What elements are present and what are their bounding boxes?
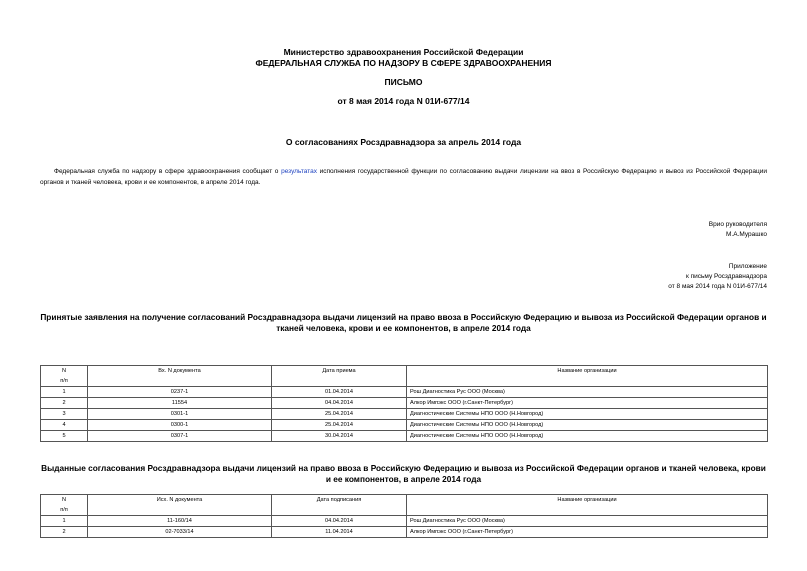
table-row <box>41 516 768 527</box>
cell-organization: Рош Диагностика Рус ООО (Москва) <box>407 387 768 398</box>
cell-doc-number: 0307-1 <box>88 431 272 442</box>
column-header-date: Дата приема <box>272 366 407 387</box>
table-header-row <box>41 366 768 387</box>
service-name: ФЕДЕРАЛЬНАЯ СЛУЖБА ПО НАДЗОРУ В СФЕРЕ ЗДРАВООХРАНЕНИЯ <box>255 58 552 68</box>
cell-date: 25.04.2014 <box>272 409 407 420</box>
body-paragraph <box>40 166 767 188</box>
table-row <box>41 398 768 409</box>
cell-date: 30.04.2014 <box>272 431 407 442</box>
cell-date: 25.04.2014 <box>272 420 407 431</box>
cell-date: 11.04.2014 <box>272 527 407 538</box>
cell-date: 01.04.2014 <box>272 387 407 398</box>
appendix-title: Приложение <box>728 263 767 270</box>
issued-approvals-table <box>40 494 768 538</box>
section2-title: Выданные согласования Росздравнадзора выдачи лицензий на право ввоза в Российскую Федерацию и вывоза из Российской Федерации органов и тканей человека, крови и ее компонентов, в апреле 2014 года <box>41 463 766 484</box>
ministry-name: Министерство здравоохранения Российской Федерации <box>283 47 524 57</box>
column-header-number: N п/п <box>41 495 88 516</box>
cell-organization: Алкор Импэкс ООО (г.Санкт-Петербург) <box>407 527 768 538</box>
cell-number: 3 <box>41 409 88 420</box>
cell-date: 04.04.2014 <box>272 398 407 409</box>
results-link[interactable]: результатах <box>281 168 317 175</box>
table-row <box>41 387 768 398</box>
column-header-number: N п/п <box>41 366 88 387</box>
cell-organization: Диагностические Системы НПО ООО (Н.Новгород) <box>407 431 768 442</box>
cell-organization: Диагностические Системы НПО ООО (Н.Новгород) <box>407 420 768 431</box>
body-text-part2: исполнения государственной функции по согласованию выдачи лицензии на ввоз в Российскую Федерацию и вывоз из Российской Федерации органов и тканей человека, крови и ее компонентов, в апреле 2014 года. <box>40 168 768 186</box>
document-type: ПИСЬМО <box>384 77 423 87</box>
document-subject: О согласованиях Росздравнадзора за апрель 2014 года <box>285 137 522 147</box>
appendix-line-2: от 8 мая 2014 года N 01И-677/14 <box>668 283 767 290</box>
cell-date: 04.04.2014 <box>272 516 407 527</box>
received-applications-table <box>40 365 768 442</box>
table-row <box>41 431 768 442</box>
cell-doc-number: 0300-1 <box>88 420 272 431</box>
table-header-row <box>41 495 768 516</box>
cell-number: 1 <box>41 387 88 398</box>
column-header-doc-number: Вх. N документа <box>88 366 272 387</box>
cell-doc-number: 11554 <box>88 398 272 409</box>
cell-doc-number: 0237-1 <box>88 387 272 398</box>
cell-doc-number: 0301-1 <box>88 409 272 420</box>
cell-doc-number: 02-7033/14 <box>88 527 272 538</box>
body-text-part1: Федеральная служба по надзору в сфере здравоохранения сообщает о <box>54 168 282 175</box>
cell-doc-number: 11-160/14 <box>88 516 272 527</box>
signatory-position: Врио руководителя <box>708 221 767 228</box>
document-reference: от 8 мая 2014 года N 01И-677/14 <box>337 96 470 106</box>
table-row <box>41 409 768 420</box>
cell-number: 4 <box>41 420 88 431</box>
cell-number: 2 <box>41 527 88 538</box>
appendix-block <box>668 262 767 292</box>
cell-organization: Рош Диагностика Рус ООО (Москва) <box>407 516 768 527</box>
cell-organization: Диагностические Системы НПО ООО (Н.Новгород) <box>407 409 768 420</box>
cell-number: 1 <box>41 516 88 527</box>
appendix-line-1: к письму Росздравнадзора <box>685 273 767 280</box>
cell-organization: Алкор Импэкс ООО (г.Санкт-Петербург) <box>407 398 768 409</box>
signatory-name: М.А.Мурашко <box>725 231 767 238</box>
column-header-organization: Название организации <box>407 366 768 387</box>
section1-title: Принятые заявления на получение согласований Росздравнадзора выдачи лицензий на право ввоза в Российскую Федерацию и вывоза из Российской Федерации органов и тканей человека, крови и ее компонентов, в апреле 2014 года <box>40 312 767 333</box>
column-header-date: Дата подписания <box>272 495 407 516</box>
cell-number: 2 <box>41 398 88 409</box>
column-header-organization: Название организации <box>407 495 768 516</box>
table-row <box>41 420 768 431</box>
cell-number: 5 <box>41 431 88 442</box>
signature-block <box>709 220 767 240</box>
table-row <box>41 527 768 538</box>
column-header-doc-number: Исх. N документа <box>88 495 272 516</box>
